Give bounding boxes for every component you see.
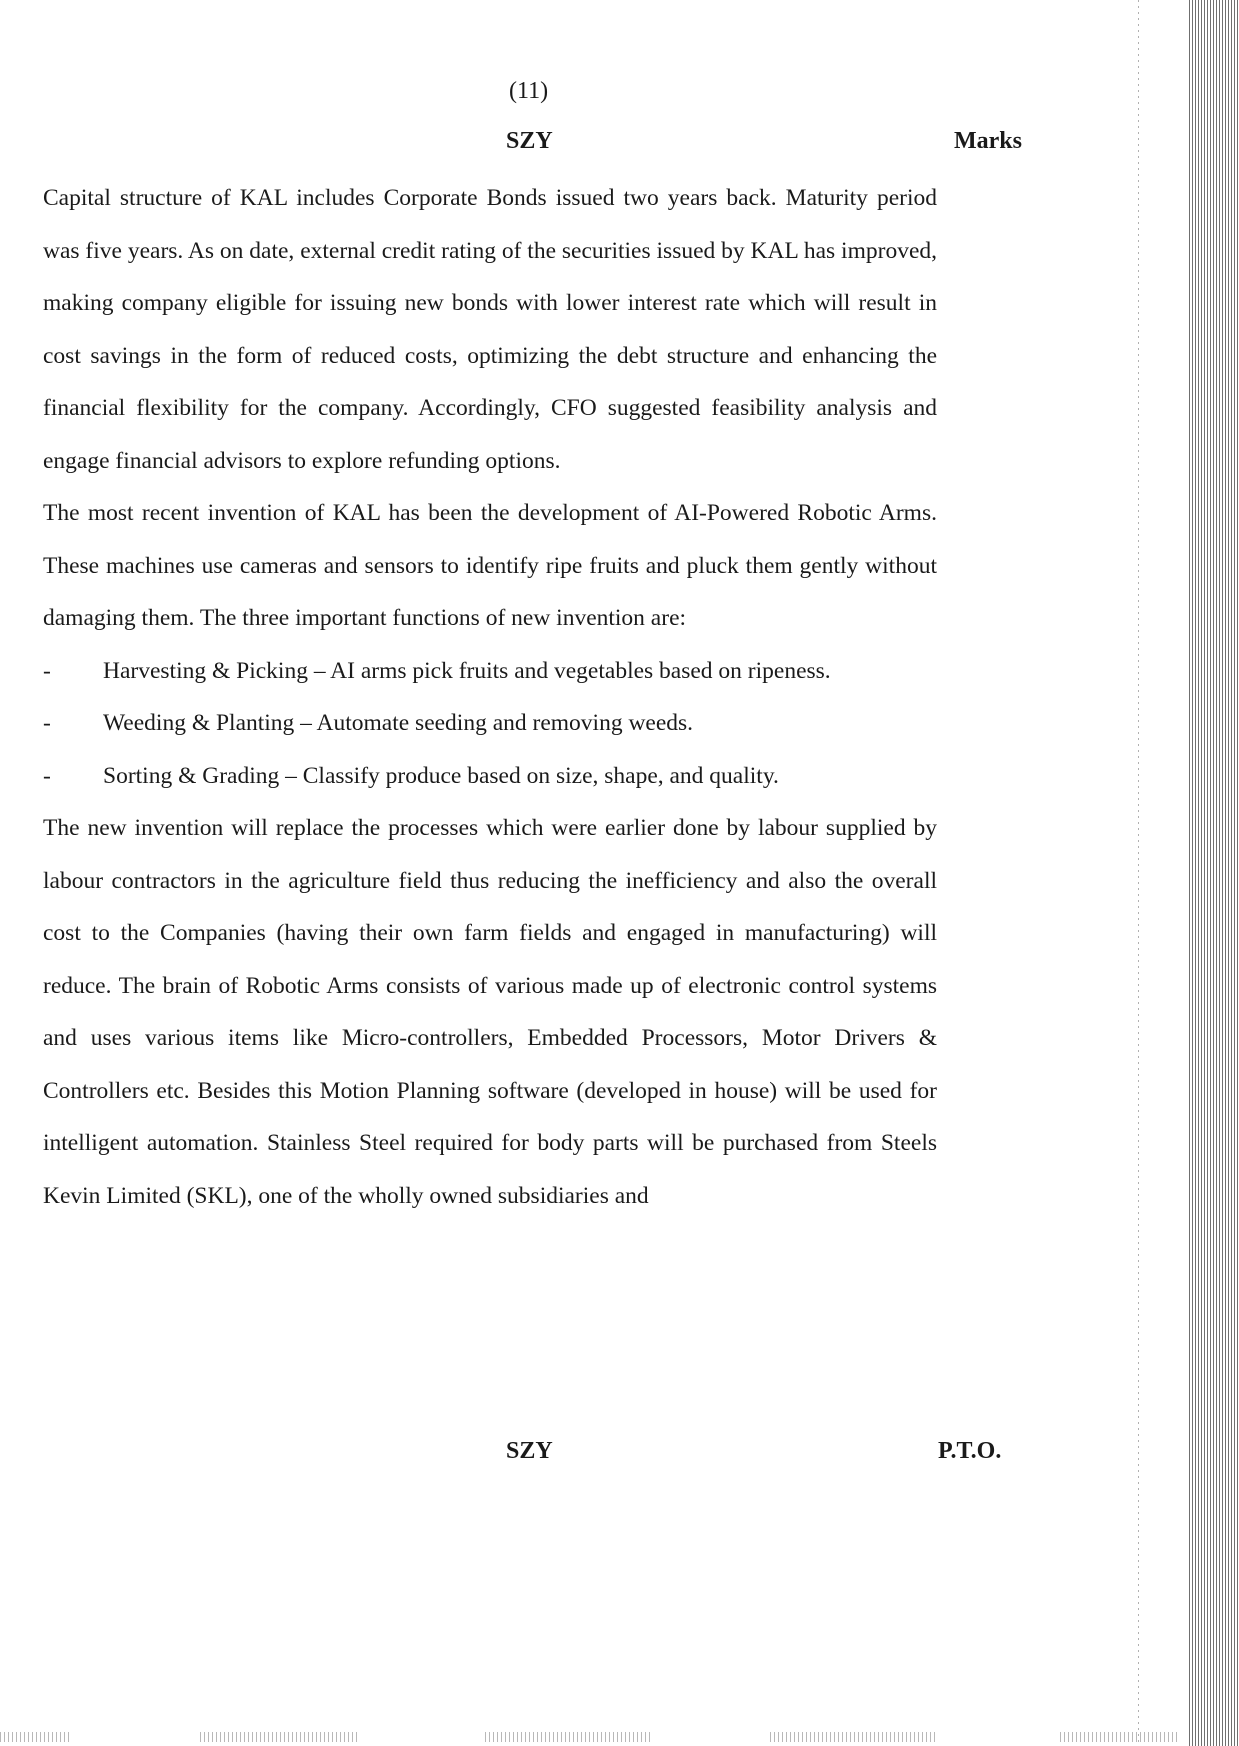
page-number: (11) — [509, 78, 549, 104]
scan-noise — [1060, 1732, 1180, 1742]
list-item — [43, 750, 937, 803]
scan-noise — [200, 1732, 360, 1742]
please-turn-over: P.T.O. — [938, 1438, 1002, 1464]
marks-column-label: Marks — [954, 128, 1022, 154]
list-item-text: Weeding & Planting – Automate seeding and removing weeds. — [103, 710, 694, 736]
question-body — [43, 172, 937, 1222]
functions-list — [43, 645, 937, 803]
list-item-text: Sorting & Grading – Classify produce based on size, shape, and quality. — [103, 762, 779, 789]
list-item — [43, 697, 937, 750]
scan-noise — [770, 1732, 935, 1742]
paragraph-invention: The most recent invention of KAL has been the development of AI-Powered Robotic Arms. These machines use cameras and sensors to identify ripe fruits and pluck them gently without damaging them. The three important functions of new invention are: — [43, 500, 937, 631]
paragraph-replacement: The new invention will replace the processes which were earlier done by labour supplied by labour contractors in the agriculture field thus reducing the inefficiency and also the overall cost to the Companies (having their own farm fields and engaged in manufacturing) will reduce. The brain of Robotic Arms consists of various made up of electronic control systems and uses various items like Micro-controllers, Embedded Processors, Motor Drivers & Controllers etc. Besides this Motion Planning software (developed in house) will be used for intelligent automation. Stainless Steel required for body parts will be purchased from Steels Kevin Limited (SKL), one of the wholly owned subsidiaries and — [43, 815, 937, 1209]
scan-noise — [485, 1732, 650, 1742]
binding-dotted-line — [1138, 0, 1139, 1746]
paragraph-capital-structure: Capital structure of KAL includes Corporate Bonds issued two years back. Maturity period was five years. As on date, external credit rating of the securities issued by KAL has improved, making company eligible for issuing new bonds with lower interest rate which will result in cost savings in the form of reduced costs, optimizing the debt structure and enhancing the financial flexibility for the company. Accordingly, CFO suggested feasibility analysis and engage financial advisors to explore refunding options. — [43, 185, 937, 474]
bullet-dash: - — [43, 762, 51, 789]
paper-code-header: SZY — [506, 128, 553, 154]
binding-edge — [1189, 0, 1239, 1746]
bullet-dash: - — [43, 710, 51, 736]
bullet-dash: - — [43, 657, 51, 684]
scan-noise — [0, 1732, 70, 1742]
paper-code-footer: SZY — [506, 1438, 553, 1464]
list-item — [43, 645, 937, 698]
list-item-text: Harvesting & Picking – AI arms pick fruits and vegetables based on ripeness. — [103, 657, 831, 684]
